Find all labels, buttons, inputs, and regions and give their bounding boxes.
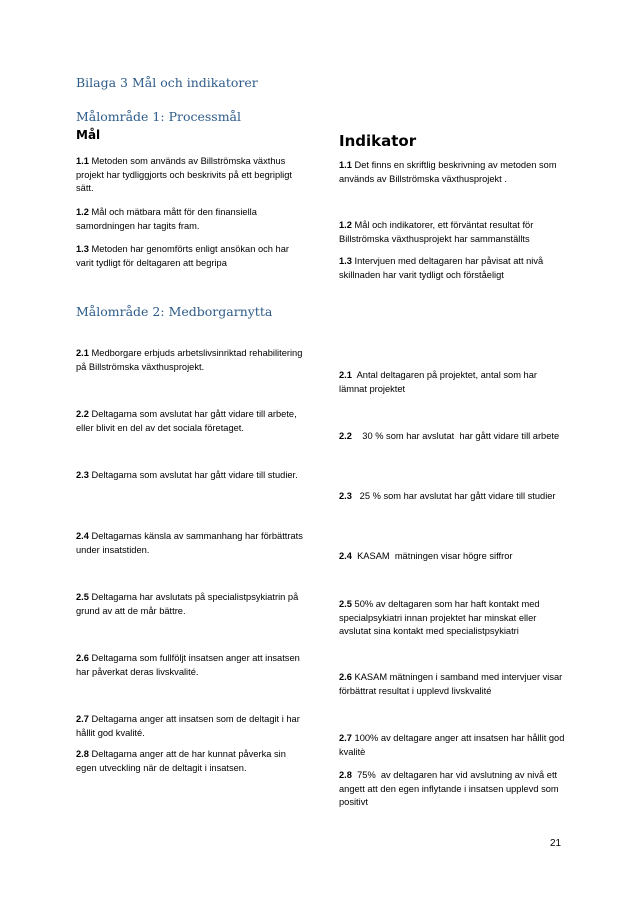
goal-item: 2.3 Deltagarna som avslutat har gått vidare till studier. [76, 470, 298, 480]
column-header-mal: Mål [76, 128, 101, 142]
indicator-item: 2.7 100% av deltagare anger att insatsen har hållit god kvalitè [339, 733, 565, 757]
indicator-item: 2.5 50% av deltagaren som har haft kontakt med specialpsykiatri innan projektet har minskat eller avslutat sina kontakt med specialistpsykiatri [339, 599, 540, 637]
goal-item: 2.5 Deltagarna har avslutats på specialistpsykiatrin på grund av att de mår bättre. [76, 592, 299, 616]
goal-item: 2.1 Medborgare erbjuds arbetslivsinriktad rehabilitering på Billströmska växthusprojekt. [76, 348, 303, 372]
goal-item: 2.4 Deltagarnas känsla av sammanhang har förbättrats under insatstiden. [76, 531, 303, 555]
indicator-item: 1.3 Intervjuen med deltagaren har påvisat att nivå skillnaden har varit tydligt och förståeligt [339, 256, 544, 280]
goal-item: 2.6 Deltagarna som fullföljt insatsen anger att insatsen har påverkat deras livskvalité. [76, 653, 300, 677]
goal-item: 2.7 Deltagarna anger att insatsen som de deltagit i har hållit god kvalité. [76, 714, 300, 738]
indicator-item: 2.3 25 % som har avslutat har gått vidare till studier [339, 491, 556, 501]
page-number: 21 [550, 838, 562, 849]
indicator-item: 1.2 Mål och indikatorer, ett förväntat resultat för Billströmska växthusprojekt har sammanställts [339, 220, 534, 244]
goal-item: 1.1 Metoden som används av Billströmska växthus projekt har tydliggjorts och beskrivits på ett begripligt sätt. [76, 156, 292, 194]
section-title-processmal: Målområde 1: Processmål [76, 109, 242, 124]
indicator-item: 2.8 75% av deltagaren har vid avslutning av nivå ett angett att den egen inflytande i insatsen upplevd som positivt [339, 770, 562, 808]
indicator-item: 2.6 KASAM mätningen i samband med intervjuer visar förbättrat resultat i upplevd livskvalité [339, 672, 563, 696]
indicator-item: 2.1 Antal deltagaren på projektet, antal som har lämnat projektet [339, 370, 540, 394]
appendix-title: Bilaga 3 Mål och indikatorer [76, 75, 258, 90]
goal-item: 1.3 Metoden har genomförts enligt ansökan och har varit tydligt för deltagaren att begripa [76, 244, 289, 268]
goal-item: 2.8 Deltagarna anger att de har kunnat påverka sin egen utveckling när de deltagit i insatsen. [76, 749, 286, 773]
section-title-medborgarnytta: Målområde 2: Medborgarnytta [76, 304, 273, 319]
goal-item: 2.2 Deltagarna som avslutat har gått vidare till arbete, eller blivit en del av det sociala företaget. [76, 409, 297, 433]
column-header-indikator: Indikator [339, 132, 417, 150]
indicator-item: 2.4 KASAM mätningen visar högre siffror [339, 551, 513, 561]
goal-item: 1.2 Mål och mätbara mått för den finansiella samordningen har tagits fram. [76, 207, 257, 231]
indicator-item: 2.2 30 % som har avslutat har gått vidare till arbete [339, 431, 560, 441]
indicator-item: 1.1 Det finns en skriftlig beskrivning av metoden som används av Billströmska växthusprojekt . [339, 160, 557, 184]
